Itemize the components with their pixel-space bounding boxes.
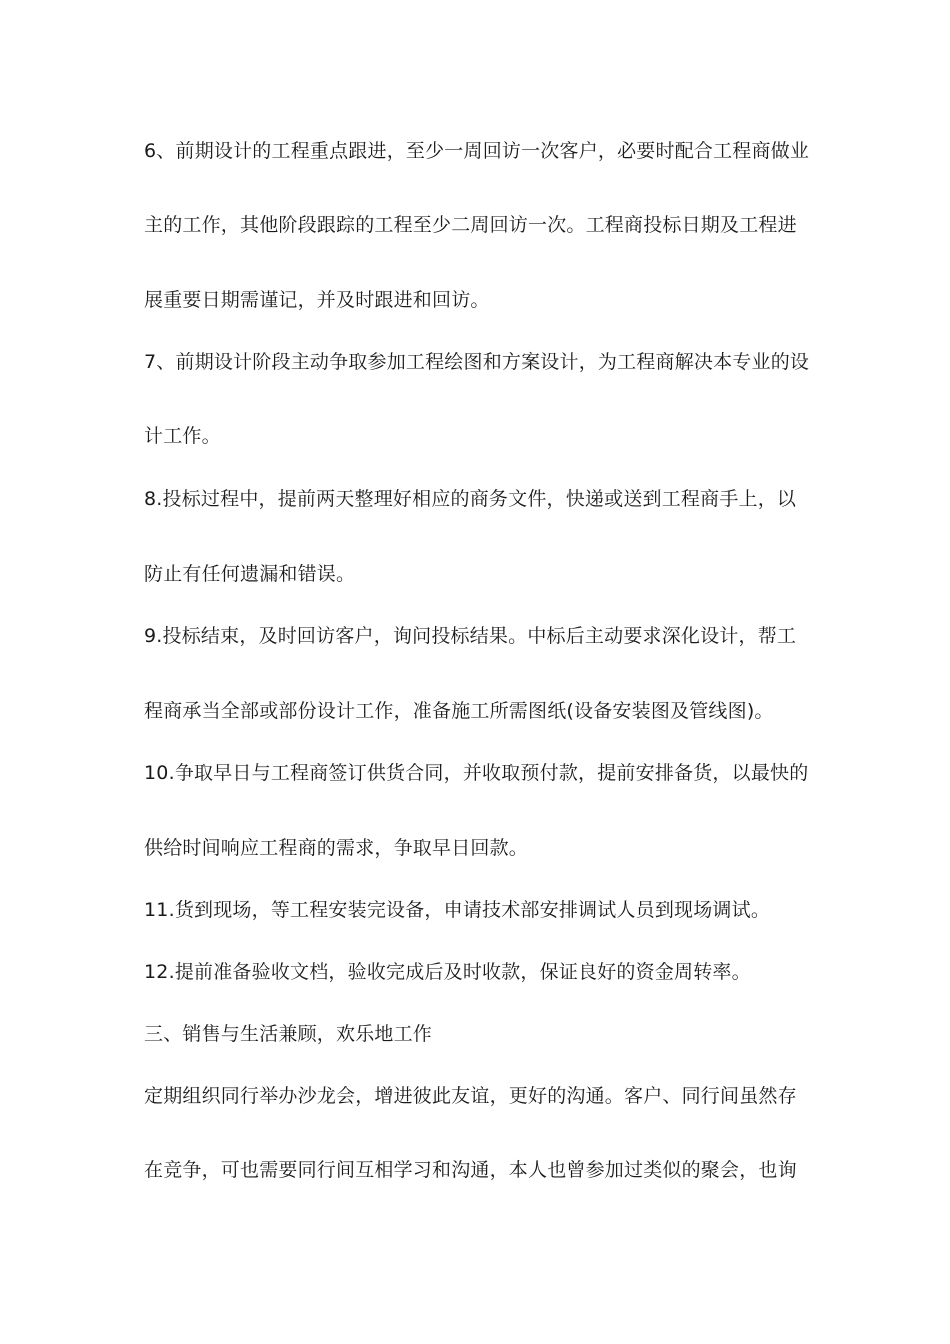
text-line: 展重要日期需谨记，并及时跟进和回访。	[144, 289, 490, 311]
text-line: 9.投标结束，及时回访客户，询问投标结果。中标后主动要求深化设计，帮工	[144, 625, 797, 647]
text-line: 主的工作，其他阶段跟踪的工程至少二周回访一次。工程商投标日期及工程进	[144, 214, 797, 236]
text-line: 防止有任何遗漏和错误。	[144, 563, 356, 585]
text-line: 11.货到现场，等工程安装完设备，申请技术部安排调试人员到现场调试。	[144, 899, 771, 921]
text-line: 6、前期设计的工程重点跟进，至少一周回访一次客户，必要时配合工程商做业	[144, 140, 810, 162]
section-heading: 三、销售与生活兼顾，欢乐地工作	[144, 1023, 433, 1045]
text-line: 定期组织同行举办沙龙会，增进彼此友谊，更好的沟通。客户、同行间虽然存	[144, 1085, 797, 1107]
text-line: 在竞争，可也需要同行间互相学习和沟通，本人也曾参加过类似的聚会，也询	[144, 1159, 797, 1181]
text-line: 计工作。	[144, 425, 221, 447]
text-line: 12.提前准备验收文档，验收完成后及时收款，保证良好的资金周转率。	[144, 961, 751, 983]
text-line: 10.争取早日与工程商签订供货合同，并收取预付款，提前安排备货，以最快的	[144, 762, 809, 784]
text-line: 7、前期设计阶段主动争取参加工程绘图和方案设计，为工程商解决本专业的设	[144, 351, 810, 373]
text-line: 8.投标过程中，提前两天整理好相应的商务文件，快递或送到工程商手上，以	[144, 488, 797, 510]
text-line: 供给时间响应工程商的需求，争取早日回款。	[144, 837, 529, 859]
text-line: 程商承当全部或部份设计工作，准备施工所需图纸(设备安装图及管线图)。	[144, 700, 774, 722]
